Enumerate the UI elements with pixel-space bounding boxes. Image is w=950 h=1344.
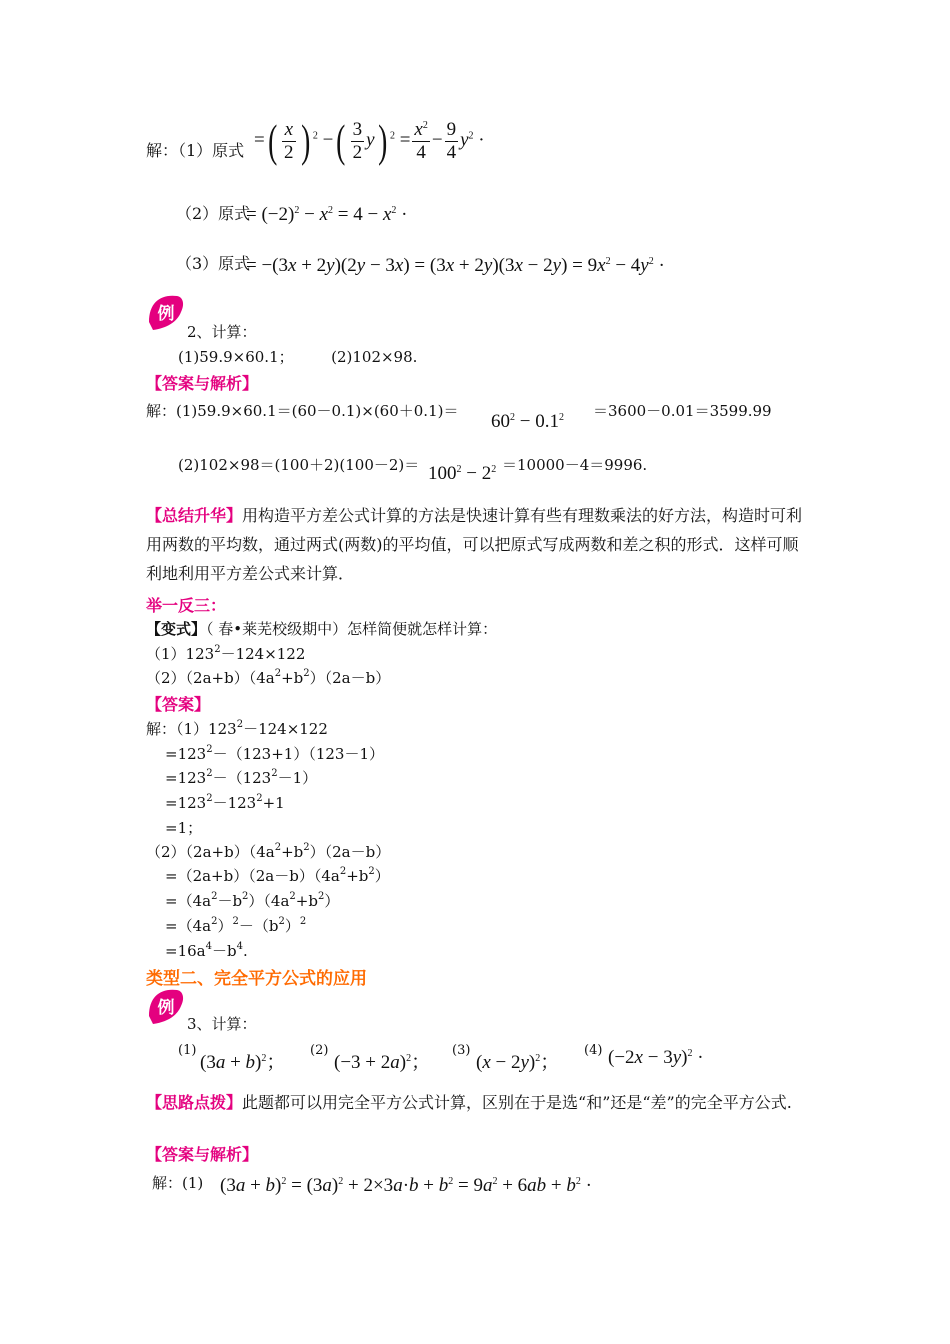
ex2-solution-line1: 解：(1)59.9×60.1＝(60－0.1)×(60＋0.1)＝ xyxy=(146,402,459,420)
sol-text: +b xyxy=(281,843,304,861)
variation-q1-a: （1）123 xyxy=(146,645,215,663)
sol-text: ） xyxy=(284,917,300,935)
sol-text: －b xyxy=(211,942,237,960)
sol-text: +b xyxy=(346,867,369,885)
variation-sol-line-5: =1； xyxy=(165,819,203,837)
sol-text: （2）（2a+b）（4a xyxy=(146,843,275,861)
ex3-hint-text: 此题都可以用完全平方公式计算，区别在于是选“和”还是“差”的完全平方公式. xyxy=(242,1093,792,1112)
type2-heading: 类型二、完全平方公式的应用 xyxy=(146,969,367,989)
sol-text: －（123+1）（123－1） xyxy=(212,745,384,763)
variation-sol-line-2: $=123^2-(123+1)(123-1)$ xyxy=(165,744,384,763)
variation-sol-line-6: $(2)(2a+b)(4a^2+b^2)(2a-b)$ xyxy=(146,842,391,861)
sol-text: =123 xyxy=(165,745,207,763)
summary-paragraph xyxy=(146,501,810,588)
ex2-solution-line2-tail: ＝10000－4＝9996. xyxy=(502,456,648,474)
ex2-math-2-a: 100 xyxy=(428,463,457,484)
ex3-hint-label: 【思路点拨】 xyxy=(146,1093,243,1112)
variation-line xyxy=(146,618,497,639)
sol-text: ）（2a－b） xyxy=(309,843,391,861)
ex1-formula-1: =( $\frac{x}{2}$ ) $^2$ −( $\frac{3}{2}$ y) $^2$ = $\frac{x^2}{4}$ − $\frac{9}{4}$ $y^2$ · xyxy=(254,115,485,166)
ex2-math-2: $100^2 - 2^2$ xyxy=(428,463,497,484)
ex1-formula-2: = $(-2)^2 - x^2 = 4 - x^2$ · xyxy=(246,204,408,225)
sol-text: 解：（1）123 xyxy=(146,720,237,738)
variation-sol-line-8: $=(4a^2-b^2)(4a^2+b^2)$ xyxy=(165,891,340,910)
ex3-problem-2: $(-3 + 2a)^2$； xyxy=(334,1052,431,1073)
ex2-problems: (1)59.9×60.1； (2)102×98. xyxy=(178,348,418,366)
ex3-label-4: (4) xyxy=(584,1043,603,1058)
sol-text: －（123 xyxy=(212,769,272,787)
variation-sol-line-9: $=(4a^2)^2-(b^2)^2$ xyxy=(165,916,307,935)
sol-text: －123 xyxy=(212,794,257,812)
variation-label: 【变式】 xyxy=(146,620,207,638)
variation-q1: $(1)123^2-124\times 122$ xyxy=(146,644,306,663)
variation-answer-label: 【答案】 xyxy=(146,695,211,714)
variation-q2-c: ）（2a－b） xyxy=(309,669,391,687)
ex3-problem-1: $(3a + b)^2$； xyxy=(200,1052,286,1073)
ex2-math-1: $60^2 - 0.1^2$ xyxy=(491,411,564,432)
sol-text: ） xyxy=(217,917,233,935)
variation-sol-line-7: $=(2a+b)(2a-b)(4a^2+b^2)$ xyxy=(165,866,390,885)
ex1-formula-3: = $-(3x + 2y)(2y - 3x) = (3x + 2y)(3x - 2y) = 9x^2 - 4y^2$ · xyxy=(246,255,665,276)
sol-text: +b xyxy=(295,892,318,910)
summary-label: 【总结升华】 xyxy=(146,506,243,525)
sol-text: =（4a xyxy=(165,892,212,910)
sol-text: －1） xyxy=(277,769,318,787)
sol-text: －b xyxy=(217,892,243,910)
ex2-math-1-b: 0.1 xyxy=(535,411,559,432)
ex2-math-2-b: 2 xyxy=(481,463,492,484)
sol-text: =（4a xyxy=(165,917,212,935)
sol-text: ） xyxy=(374,867,390,885)
ex3-problem-3: $(x - 2y)^2$； xyxy=(476,1052,560,1073)
ex2-solution-line2: (2)102×98＝(100＋2)(100－2)＝ xyxy=(178,456,420,474)
sol-text: +1 xyxy=(262,794,285,812)
example-badge-icon xyxy=(145,986,187,1032)
ex3-title: 3、计算： xyxy=(187,1015,257,1033)
variation-sol-line-1: 解：$(1)123^2-124\times 122$ xyxy=(146,719,328,738)
sol-text: =（2a+b）（2a－b）（4a xyxy=(165,867,340,885)
variation-sol-line-3: $=123^2-(123^2-1)$ xyxy=(165,768,318,787)
ex3-label-1: (1) xyxy=(178,1043,197,1058)
sol-text: ） xyxy=(324,892,340,910)
sol-text: ）（4a xyxy=(248,892,290,910)
ex2-answer-label: 【答案与解析】 xyxy=(146,374,259,393)
ex1-solution-label: 解：（1）原式 xyxy=(146,141,245,160)
badge-char: 例 xyxy=(157,998,175,1018)
variation-q2-a: （2）（2a+b）（4a xyxy=(146,669,275,687)
variation-sol-line-4: $=123^2-123^2+1$ xyxy=(165,793,285,812)
ex1-part2-label: （2）原式 xyxy=(176,204,251,223)
sol-text: =16a xyxy=(165,942,206,960)
variation-source: （ 春•莱芜校级期中）怎样简便就怎样计算： xyxy=(206,620,498,638)
sol-text: －（b xyxy=(238,917,279,935)
ex3-solution-formula: $(3a + b)^2 = (3a)^2 + 2\times 3a\cdot b + b^2 = 9a^2 + 6ab + b^2$ · xyxy=(220,1175,592,1196)
sol-text: =123 xyxy=(165,794,207,812)
variation-sol-line-10: $=16a^4-b^4$. xyxy=(165,941,248,960)
ex1-part3-label: （3）原式 xyxy=(176,254,251,273)
example-badge-icon xyxy=(145,292,187,338)
variation-q2: $(2)(2a+b)(4a^2+b^2)(2a-b)$ xyxy=(146,668,391,687)
ex2-solution-line1-tail: ＝3600－0.01＝3599.99 xyxy=(593,402,772,420)
variation-heading: 举一反三： xyxy=(146,596,227,615)
ex3-label-2: (2) xyxy=(310,1043,329,1058)
ex3-solution-label: 解：(1) xyxy=(152,1174,204,1192)
sol-text: . xyxy=(242,942,248,960)
ex3-label-3: (3) xyxy=(452,1043,471,1058)
sol-text: －124×122 xyxy=(243,720,328,738)
ex2-math-1-a: 60 xyxy=(491,411,510,432)
badge-char: 例 xyxy=(157,304,175,324)
sol-text: =123 xyxy=(165,769,207,787)
ex3-problem-4: $(-2x - 3y)^2$ · xyxy=(608,1047,704,1068)
variation-q2-b: +b xyxy=(281,669,304,687)
summary-text: 用构造平方差公式计算的方法是快速计算有些有理数乘法的好方法，构造时可利用两数的平均数，通过两式(两数)的平均值，可以把原式写成两数和差之积的形式．这样可顺利地利用平方差公式来计算． xyxy=(146,506,803,583)
ex3-hint-paragraph xyxy=(146,1088,810,1117)
variation-q1-b: －124×122 xyxy=(220,645,306,663)
ex3-answer-label: 【答案与解析】 xyxy=(146,1145,259,1164)
ex2-title: 2、计算： xyxy=(187,323,257,341)
